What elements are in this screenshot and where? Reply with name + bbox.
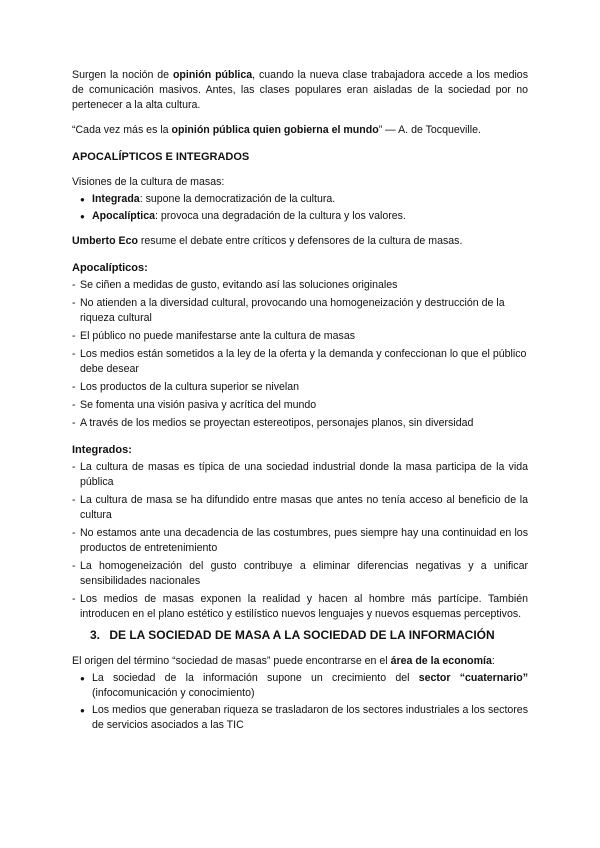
visiones-lead: Visiones de la cultura de masas: xyxy=(72,176,225,188)
list-item: - El público no puede manifestarse ante la cultura de masas xyxy=(72,329,528,344)
list-item: - No atienden a la diversidad cultural, provocando una homogeneización y destrucción de la riqueza cultural xyxy=(72,296,528,326)
list-item: ● Los medios que generaban riqueza se trasladaron de los sectores industriales a los sectores de servicios asociados a las TIC xyxy=(72,703,528,733)
lead-text-a: El origen del término “sociedad de masas” puede encontrarse en el xyxy=(72,655,391,667)
b1-text-c: (infocomunicación y conocimiento) xyxy=(92,687,255,699)
bullet-text: : provoca una degradación de la cultura y los valores. xyxy=(155,210,406,222)
list-item: - Se fomenta una visión pasiva y acrítica del mundo xyxy=(72,398,528,413)
list-item: - Los medios de masas exponen la realidad y hacen al hombre más partícipe. También introducen en el plano estético y estilístico nuevos lenguajes y nuevos esquemas perceptivos. xyxy=(72,592,528,622)
intro-term: opinión pública xyxy=(172,69,253,81)
section-number: 3. xyxy=(90,628,101,642)
intro-paragraph xyxy=(72,68,528,113)
list-item xyxy=(72,209,528,224)
section-3-heading xyxy=(72,626,528,644)
quote-text-a: “Cada vez más es la xyxy=(72,124,172,136)
bullet-term: Integrada xyxy=(92,193,140,205)
list-item: - La homogeneización del gusto contribuye a eliminar diferencias negativas y a unificar sensibilidades nacionales xyxy=(72,559,528,589)
eco-paragraph xyxy=(72,234,528,249)
b1-bold: sector “cuaternario” xyxy=(418,672,528,684)
list-item: - La cultura de masas es típica de una sociedad industrial donde la masa participa de la vida pública xyxy=(72,460,528,490)
visiones-list xyxy=(72,192,528,224)
section-3-list xyxy=(72,671,528,733)
quote-text-c: ” — A. de Tocqueville. xyxy=(378,124,481,136)
section-3-lead xyxy=(72,654,528,669)
section-title: DE LA SOCIEDAD DE MASA A LA SOCIEDAD DE LA INFORMACIÓN xyxy=(109,628,495,642)
b1-text-a: La sociedad de la información supone un crecimiento del xyxy=(92,672,419,684)
heading-integrados: Integrados: xyxy=(72,444,132,456)
bullet-term: Apocalíptica xyxy=(92,210,155,222)
integrados-list xyxy=(72,460,528,622)
list-item: - A través de los medios se proyectan estereotipos, personajes planos, sin diversidad xyxy=(72,416,528,431)
apocalipticos-list xyxy=(72,278,528,431)
list-item xyxy=(72,671,528,701)
list-item: - Los medios están sometidos a la ley de la oferta y la demanda y confeccionan lo que el público debe desear xyxy=(72,347,528,377)
lead-bold: área de la economía xyxy=(390,655,492,667)
intro-text-a: Surgen la noción de xyxy=(72,69,173,81)
lead-text-c: : xyxy=(491,655,495,667)
heading-apocalipticos-integrados: APOCALÍPTICOS E INTEGRADOS xyxy=(72,151,250,163)
tocqueville-quote xyxy=(72,123,528,138)
list-item: - Se ciñen a medidas de gusto, evitando así las soluciones originales xyxy=(72,278,528,293)
eco-text: resume el debate entre críticos y defensores de la cultura de masas. xyxy=(137,235,463,247)
list-item: - Los productos de la cultura superior se nivelan xyxy=(72,380,528,395)
list-item: - La cultura de masa se ha difundido entre masas que antes no tenía acceso al beneficio de la cultura xyxy=(72,493,528,523)
heading-apocalipticos: Apocalípticos: xyxy=(72,262,148,274)
intro-text-c: , cuando la nueva clase trabajadora accede a los medios de comunicación masivos. Antes, las clases populares eran aisladas de la sociedad por no pertenecer a la alta cultura. xyxy=(72,69,528,111)
eco-name: Umberto Eco xyxy=(72,235,138,247)
list-item: - No estamos ante una decadencia de las costumbres, pues siempre hay una continuidad en los productos de entretenimiento xyxy=(72,526,528,556)
list-item xyxy=(72,192,528,207)
document-page xyxy=(72,68,528,735)
bullet-text: : supone la democratización de la cultura. xyxy=(139,193,336,205)
quote-bold: opinión pública quien gobierna el mundo xyxy=(171,124,379,136)
